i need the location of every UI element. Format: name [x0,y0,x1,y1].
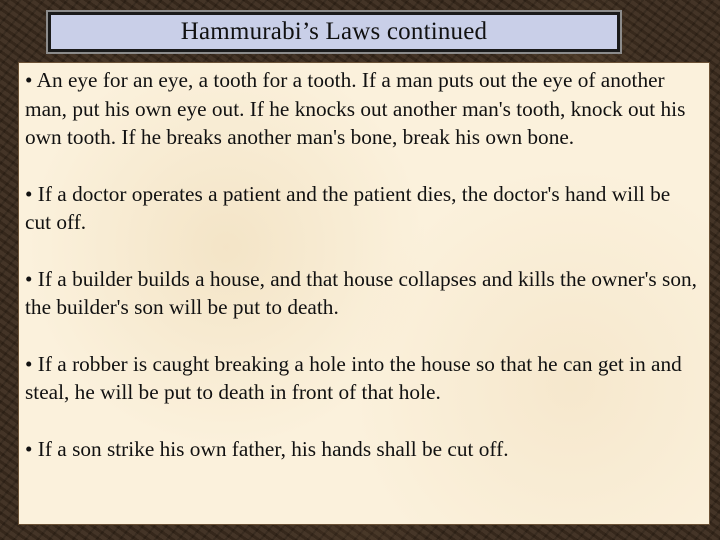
bullet-builder: • If a builder builds a house, and that house collapses and kills the owner's son, the builder's son will be put to death. [25,266,697,319]
bullet-son-strikes-father: • If a son strike his own father, his hands shall be cut off. [25,436,509,461]
bullet-robber: • If a robber is caught breaking a hole into the house so that he can get in and steal, he will be put to death in front of that hole. [25,351,682,404]
content-panel [18,62,710,525]
bullet-list [25,66,701,463]
slide-title: Hammurabi’s Laws continued [180,18,488,45]
bullet-doctor: • If a doctor operates a patient and the patient dies, the doctor's hand will be cut off. [25,181,671,234]
slide-title-bar [48,12,620,52]
bullet-eye-for-eye: • An eye for an eye, a tooth for a tooth. If a man puts out the eye of another man, put his own eye out. If he knocks out another man's tooth, knock out his own tooth. If he breaks another man's bone, break his own bone. [25,68,686,149]
